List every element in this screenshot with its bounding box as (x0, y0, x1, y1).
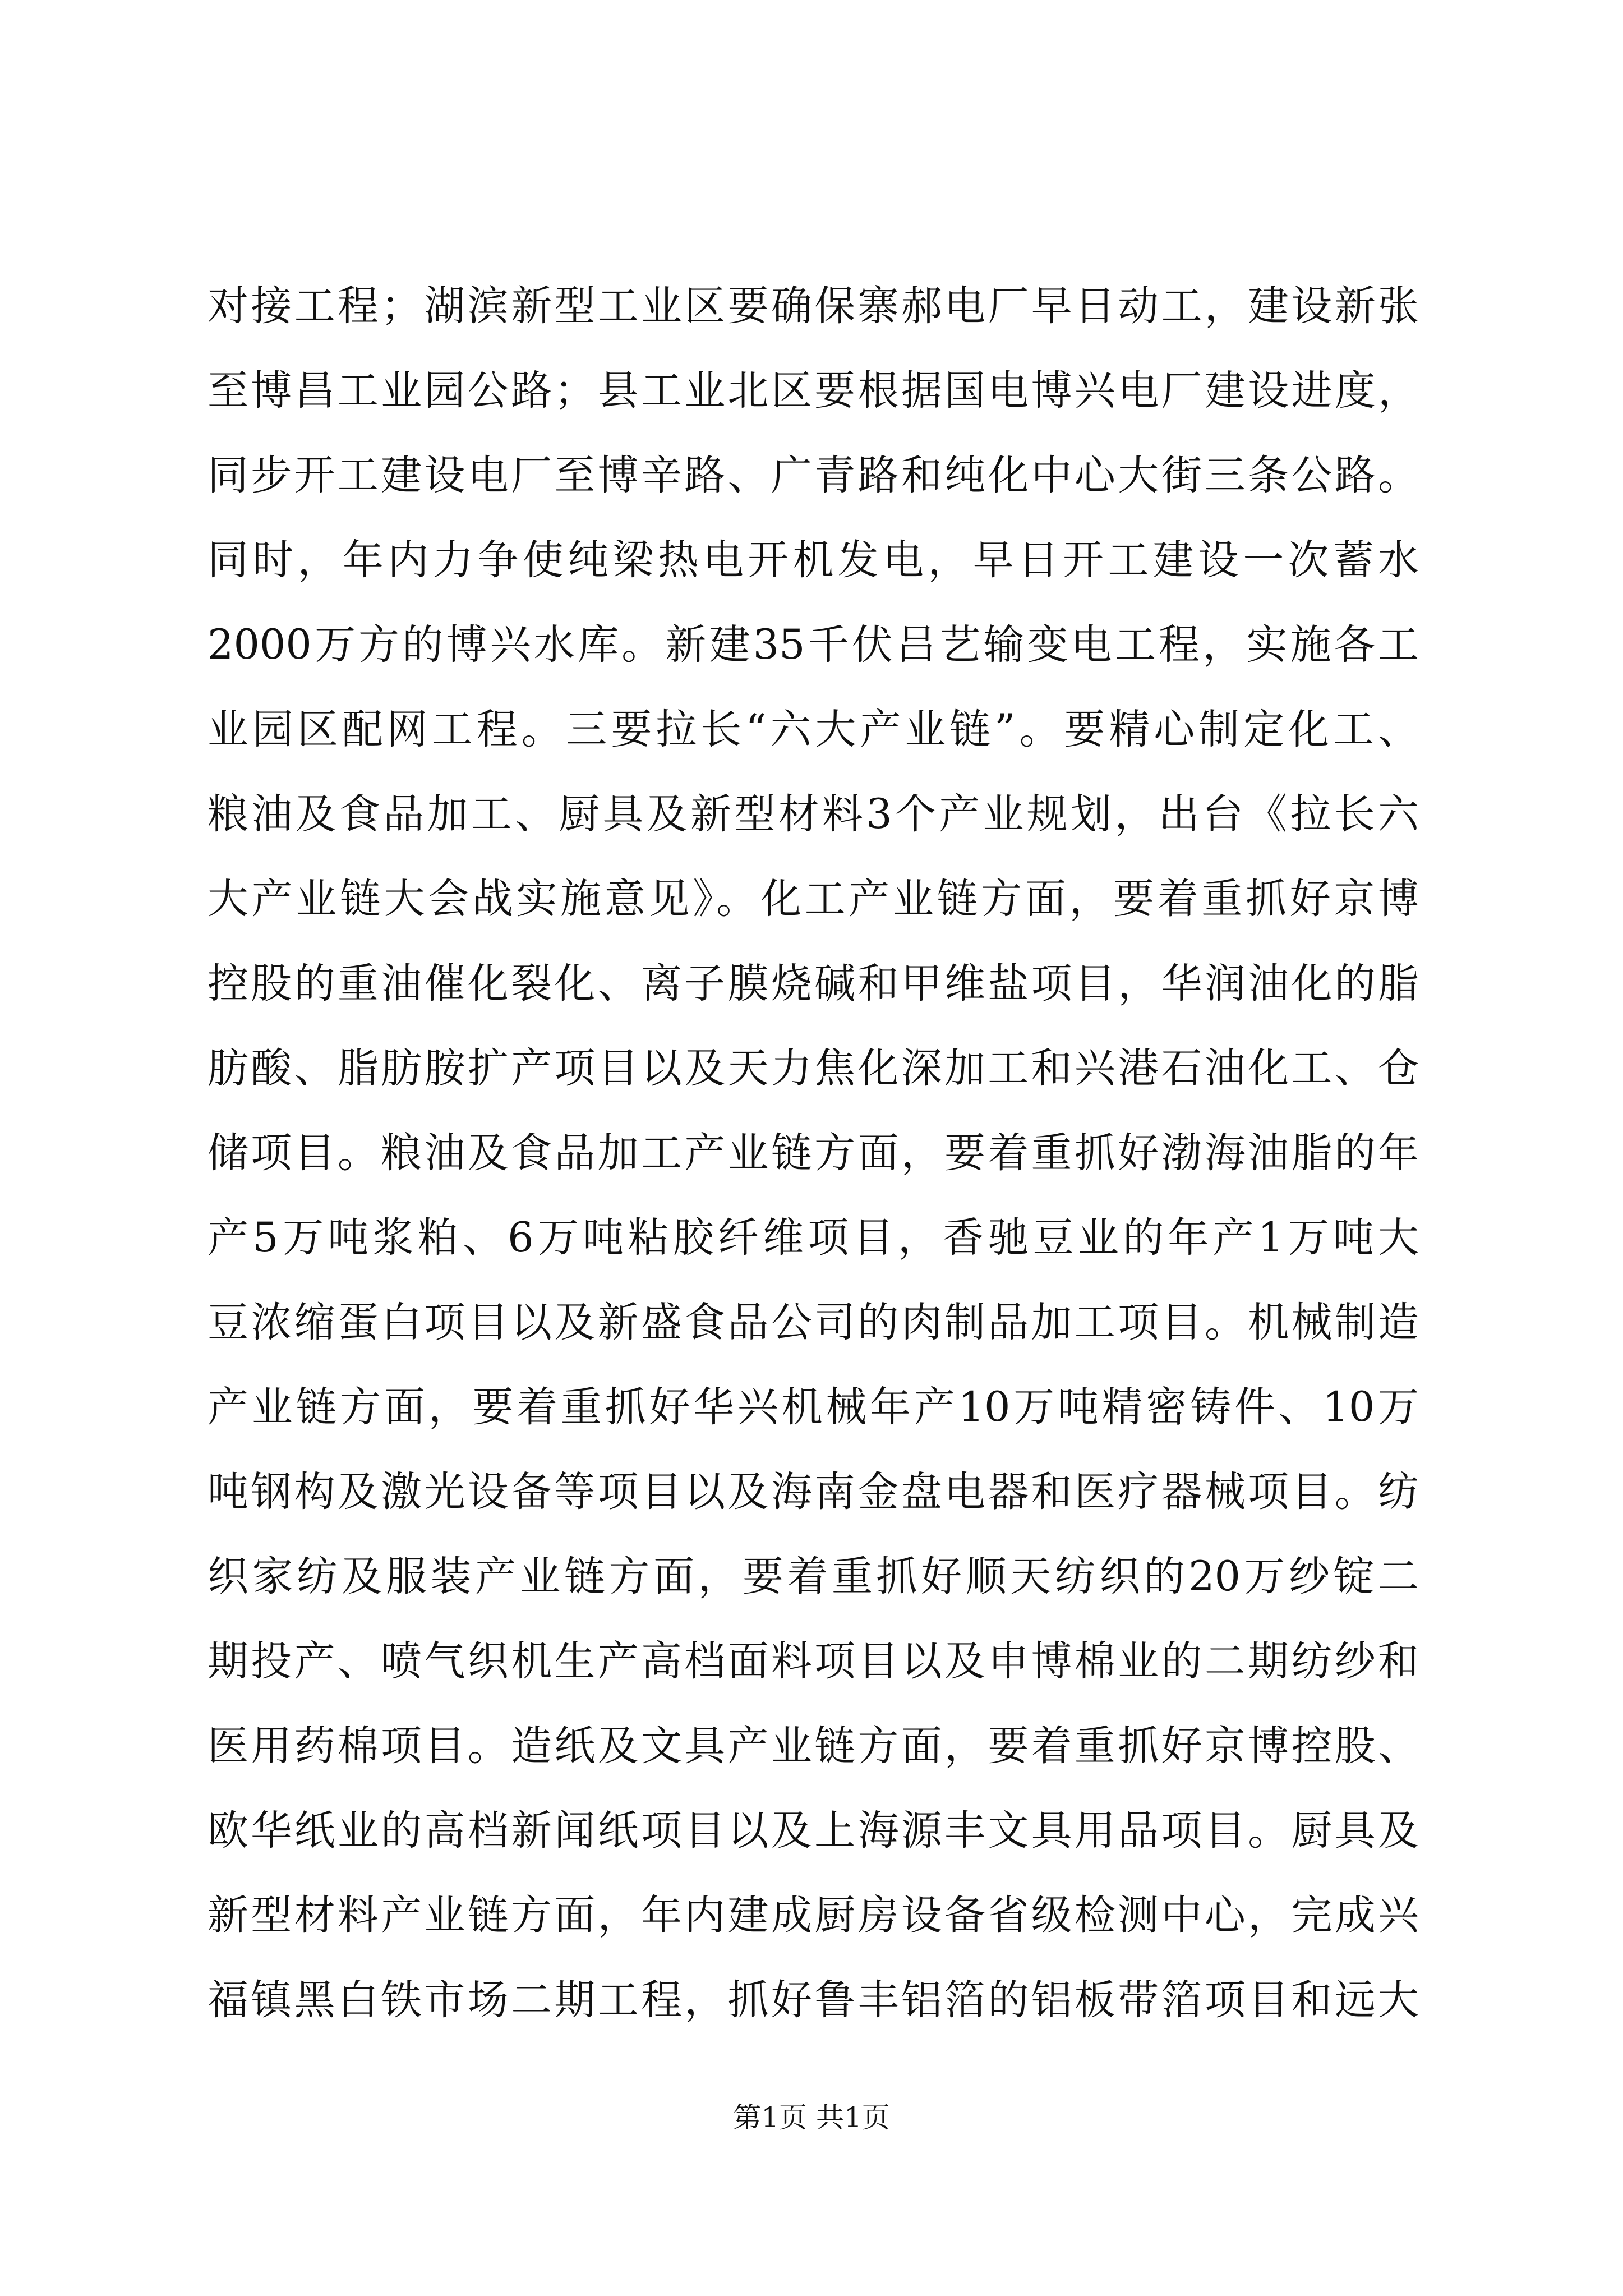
text-line: 新型材料产业链方面，年内建成厨房设备省级检测中心，完成兴 (208, 1892, 1419, 1939)
text-line: 储项目。粮油及食品加工产业链方面，要着重抓好渤海油脂的年 (208, 1129, 1419, 1177)
text-line: 同时，年内力争使纯梁热电开机发电，早日开工建设一次蓄水 (208, 536, 1419, 584)
text-line: 同步开工建设电厂至博辛路、广青路和纯化中心大街三条公路。 (208, 452, 1419, 499)
text-line: 对接工程；湖滨新型工业区要确保寨郝电厂早日动工，建设新张 (208, 282, 1419, 330)
page-footer (0, 2101, 1623, 2134)
text-line: 产业链方面，要着重抓好华兴机械年产10万吨精密铸件、10万 (208, 1383, 1419, 1431)
text-line: 2000万方的博兴水库。新建35千伏吕艺输变电工程，实施各工 (208, 621, 1419, 669)
text-line: 欧华纸业的高档新闻纸项目以及上海源丰文具用品项目。厨具及 (208, 1807, 1419, 1855)
text-line: 大产业链大会战实施意见》。化工产业链方面，要着重抓好京博 (208, 875, 1419, 923)
text-line: 至博昌工业园公路；县工业北区要根据国电博兴电厂建设进度， (208, 367, 1419, 415)
text-line: 织家纺及服装产业链方面，要着重抓好顺天纺织的20万纱锭二 (208, 1553, 1419, 1600)
body-text (208, 264, 1419, 2042)
text-line: 医用药棉项目。造纸及文具产业链方面，要着重抓好京博控股、 (208, 1722, 1419, 1770)
text-line: 肪酸、脂肪胺扩产项目以及天力焦化深加工和兴港石油化工、仓 (208, 1045, 1419, 1092)
text-line: 豆浓缩蛋白项目以及新盛食品公司的肉制品加工项目。机械制造 (208, 1299, 1419, 1346)
page-number-label: 第1页 共1页 (733, 2101, 890, 2134)
text-line: 期投产、喷气织机生产高档面料项目以及申博棉业的二期纺纱和 (208, 1637, 1419, 1685)
text-line: 产5万吨浆粕、6万吨粘胶纤维项目，香驰豆业的年产1万吨大 (208, 1214, 1419, 1262)
text-line: 吨钢构及激光设备等项目以及海南金盘电器和医疗器械项目。纺 (208, 1468, 1419, 1516)
text-line: 粮油及食品加工、厨具及新型材料3个产业规划，出台《拉长六 (208, 790, 1419, 838)
text-line: 福镇黑白铁市场二期工程，抓好鲁丰铝箔的铝板带箔项目和远大 (208, 1976, 1419, 2024)
text-line: 控股的重油催化裂化、离子膜烧碱和甲维盐项目，华润油化的脂 (208, 960, 1419, 1007)
text-line: 业园区配网工程。三要拉长“六大产业链”。要精心制定化工、 (208, 706, 1419, 753)
